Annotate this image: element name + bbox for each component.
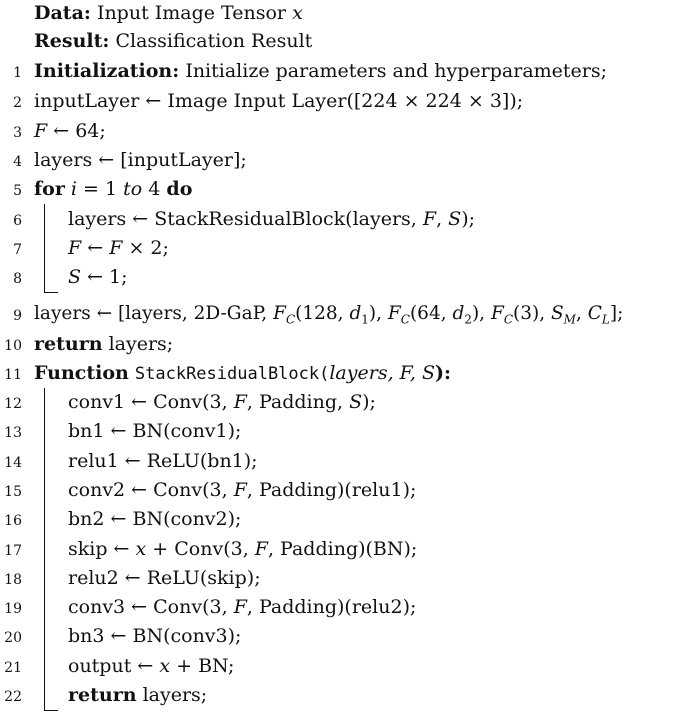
line-number: 7 bbox=[13, 242, 22, 258]
data-line bbox=[34, 0, 303, 26]
var-s: S bbox=[68, 266, 82, 288]
text-part: ]; bbox=[609, 303, 624, 324]
text-part: , Padding)(relu1); bbox=[246, 479, 417, 501]
result-label: Result: bbox=[34, 30, 110, 52]
var-f: F bbox=[422, 208, 437, 230]
line-number: 21 bbox=[4, 660, 22, 676]
text-part: ); bbox=[362, 391, 376, 413]
var-x: x bbox=[159, 655, 171, 677]
init-text: Initialize parameters and hyperparameters; bbox=[185, 60, 608, 82]
var-s: S bbox=[349, 391, 363, 413]
line-content: layers ← [inputLayer]; bbox=[34, 149, 247, 171]
function-close: ): bbox=[434, 362, 451, 384]
text-part: + Conv(3, bbox=[152, 538, 249, 560]
line-content bbox=[68, 682, 207, 708]
line-content: inputLayer ← Image Input Layer([224 × 224 × 3]); bbox=[34, 90, 524, 112]
return-keyword: return bbox=[68, 684, 137, 706]
arrow: ← bbox=[87, 237, 104, 259]
for-keyword: for bbox=[34, 178, 65, 200]
sub-m: M bbox=[563, 312, 576, 327]
text-part: ← 1; bbox=[87, 266, 128, 288]
var-sm: S bbox=[550, 303, 564, 324]
var-x: x bbox=[135, 538, 147, 560]
line-content: bn3 ← BN(conv3); bbox=[68, 625, 242, 647]
text-part: ), bbox=[471, 303, 486, 324]
line-content bbox=[68, 536, 417, 562]
sub-1: 1 bbox=[361, 312, 369, 327]
line-number: 18 bbox=[4, 572, 22, 588]
data-label: Data: bbox=[34, 2, 91, 24]
var-s: S bbox=[448, 208, 462, 230]
line-content bbox=[68, 477, 416, 503]
line-number: 20 bbox=[4, 630, 22, 646]
text-part: + BN; bbox=[176, 655, 235, 677]
var-fc: F bbox=[387, 303, 401, 324]
assign-text: ← 64; bbox=[53, 120, 106, 142]
line-number: 17 bbox=[4, 543, 22, 559]
text-part: , Padding, bbox=[246, 391, 344, 413]
line-content: relu2 ← ReLU(skip); bbox=[68, 567, 261, 589]
to-keyword: to bbox=[123, 178, 143, 200]
var-f: F bbox=[233, 391, 247, 413]
var-d: d bbox=[349, 303, 362, 324]
data-var: x bbox=[292, 2, 303, 24]
function-block-bar bbox=[44, 388, 45, 710]
do-keyword: do bbox=[166, 178, 193, 200]
var-f: F bbox=[68, 237, 82, 259]
function-args: layers, F, S bbox=[329, 362, 435, 384]
init-keyword: Initialization: bbox=[34, 60, 180, 82]
line-content: bn1 ← BN(conv1); bbox=[68, 420, 242, 442]
var-f: F bbox=[34, 120, 48, 142]
text-part: output ← bbox=[68, 655, 154, 677]
line-number: 2 bbox=[13, 95, 22, 111]
result-line bbox=[34, 28, 312, 54]
for-block-tick bbox=[44, 292, 58, 293]
text-part: (128, bbox=[295, 303, 344, 324]
line-content bbox=[68, 264, 128, 290]
for-block-bar bbox=[44, 204, 45, 292]
text-part: layers; bbox=[108, 333, 174, 355]
var-cl: C bbox=[587, 303, 602, 324]
loop-var: i bbox=[70, 178, 77, 200]
line-content bbox=[68, 389, 376, 415]
text-part: × 2; bbox=[128, 237, 169, 259]
function-name: StackResidualBlock( bbox=[134, 364, 330, 384]
line-content: bn2 ← BN(conv2); bbox=[68, 508, 242, 530]
comma: , bbox=[436, 208, 443, 230]
loop-start: = 1 bbox=[83, 178, 118, 200]
text-part: conv1 ← Conv(3, bbox=[68, 391, 228, 413]
text-part: , Padding)(BN); bbox=[267, 538, 418, 560]
sub-l: L bbox=[601, 312, 610, 327]
text-part: conv2 ← Conv(3, bbox=[68, 479, 228, 501]
line-content: relu1 ← ReLU(bn1); bbox=[68, 450, 258, 472]
var-d: d bbox=[452, 303, 465, 324]
line-content bbox=[34, 360, 451, 387]
line-number: 10 bbox=[4, 338, 22, 354]
line-number: 14 bbox=[4, 455, 22, 471]
line-content bbox=[34, 331, 173, 357]
sub-c: C bbox=[400, 312, 410, 327]
line-content bbox=[68, 594, 416, 620]
var-fc: F bbox=[273, 303, 286, 324]
line-number: 12 bbox=[4, 396, 22, 412]
line-content bbox=[68, 653, 234, 679]
sub-2: 2 bbox=[464, 312, 472, 327]
line-number: 19 bbox=[4, 601, 22, 617]
function-block-tick bbox=[44, 710, 58, 711]
function-keyword: Function bbox=[34, 362, 129, 384]
text-part: (3), bbox=[513, 303, 546, 324]
line-content: layers ← [layers, 2D-GaP, $F_C(128$, $d_1$), $F_C(64$, $d_2$), $F_C(3)$, $S_M$, $C_L$]; bbox=[34, 303, 624, 327]
var-f: F bbox=[254, 538, 268, 560]
var-f: F bbox=[109, 237, 123, 259]
return-keyword: return bbox=[34, 333, 103, 355]
line-number: 11 bbox=[4, 367, 22, 383]
line-number: 15 bbox=[4, 484, 22, 500]
line-number: 22 bbox=[4, 689, 22, 705]
line-content bbox=[34, 176, 192, 202]
line-content bbox=[34, 118, 106, 144]
var-f: F bbox=[233, 479, 247, 501]
sub-c: C bbox=[285, 312, 296, 327]
line-number: 8 bbox=[13, 271, 22, 287]
text-part: skip ← bbox=[68, 538, 130, 560]
line-number: 6 bbox=[13, 213, 22, 229]
line-number: 5 bbox=[13, 183, 22, 199]
var-f: F bbox=[233, 596, 247, 618]
text-part: , Padding)(relu2); bbox=[246, 596, 417, 618]
line-number: 4 bbox=[13, 154, 22, 170]
line-number: 1 bbox=[13, 65, 22, 81]
line-number: 13 bbox=[4, 425, 22, 441]
line-content bbox=[34, 58, 607, 84]
text-part: conv3 ← Conv(3, bbox=[68, 596, 228, 618]
line-content bbox=[68, 235, 169, 261]
text-part: layers ← StackResidualBlock(layers, bbox=[68, 208, 417, 230]
text-part: (64, bbox=[409, 303, 447, 324]
loop-end: 4 bbox=[148, 178, 161, 200]
var-fc: F bbox=[490, 303, 504, 324]
result-text: Classification Result bbox=[115, 30, 313, 52]
text-part: ); bbox=[461, 208, 476, 230]
line-content bbox=[68, 206, 475, 232]
text-part: layers ← [layers, 2D-GaP, bbox=[34, 303, 268, 324]
sub-c: C bbox=[503, 312, 513, 327]
line-number: 16 bbox=[4, 513, 22, 529]
text-part: layers; bbox=[142, 684, 208, 706]
line-number: 3 bbox=[13, 125, 22, 141]
text-part: ), bbox=[368, 303, 383, 324]
line-number: 9 bbox=[13, 308, 22, 324]
data-text: Input Image Tensor bbox=[96, 2, 287, 24]
